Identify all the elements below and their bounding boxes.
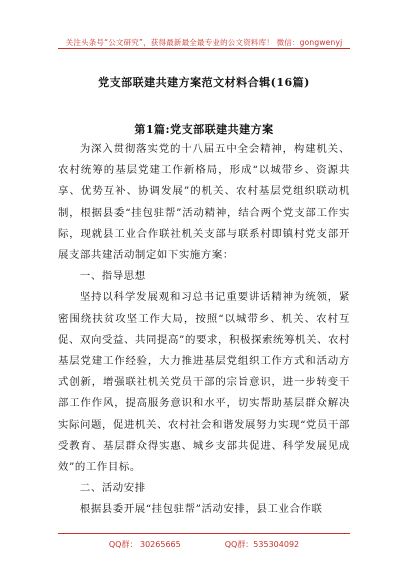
heading-activity-arrangement: 二、活动安排 <box>79 482 146 495</box>
footer-divider <box>58 533 350 534</box>
footer-qq-group-2: QQ群：535304092 <box>224 540 300 549</box>
document-body <box>58 139 350 521</box>
heading-guiding-ideology: 一、指导思想 <box>79 270 146 283</box>
page-footer <box>0 539 408 550</box>
paragraph-intro: 为深入贯彻落实党的十八届五中全会精神，构建机关、农村统筹的基层党建工作新格局，形成“以城带乡、资源共享、优势互补、协调发展”的机关、农村基层党组织联动机制，根据县委“挂包驻帮”活动精神，结合两个党支部工作实际，现就县工业合作联社机关支部与联系村即镇村党支部开展支部共建活动制定如下实施方案： <box>58 143 350 262</box>
footer-qq-group-1: QQ群： 30265665 <box>108 540 181 549</box>
header-divider <box>58 48 350 49</box>
section-title: 第1篇:党支部联建共建方案 <box>134 123 274 136</box>
header-notice: 关注头条号“公文研究”，获得最新最全最专业的公文资料库！ 微信：gongwenyj <box>65 38 343 47</box>
document-title: 党支部联建共建方案范文材料合辑(16篇) <box>98 76 310 89</box>
paragraph-guiding-ideology: 坚持以科学发展观和习总书记重要讲话精神为统领，紧密围绕扶贫攻坚工作大局，按照“以城带乡、机关、农村互促、双向受益、共同提高”的要求，积极探索统筹机关、农村基层党建工作经验，大力推进基层党组织工作方式和活动方式创新，增强联社机关党员干部的宗旨意识，进一步转变干部工作作风，提高服务意识和水平，切实帮助基层群众解决实际问题，促进机关、农村社会和谐发展努力实现“党员干部受教育、基层群众得实惠、城乡支部共促进、科学发展见成效”的工作目标。 <box>58 291 350 474</box>
paragraph-activity-arrangement: 根据县委开展“挂包驻帮”活动安排，县工业合作联 <box>79 503 323 516</box>
page-header <box>0 0 408 49</box>
